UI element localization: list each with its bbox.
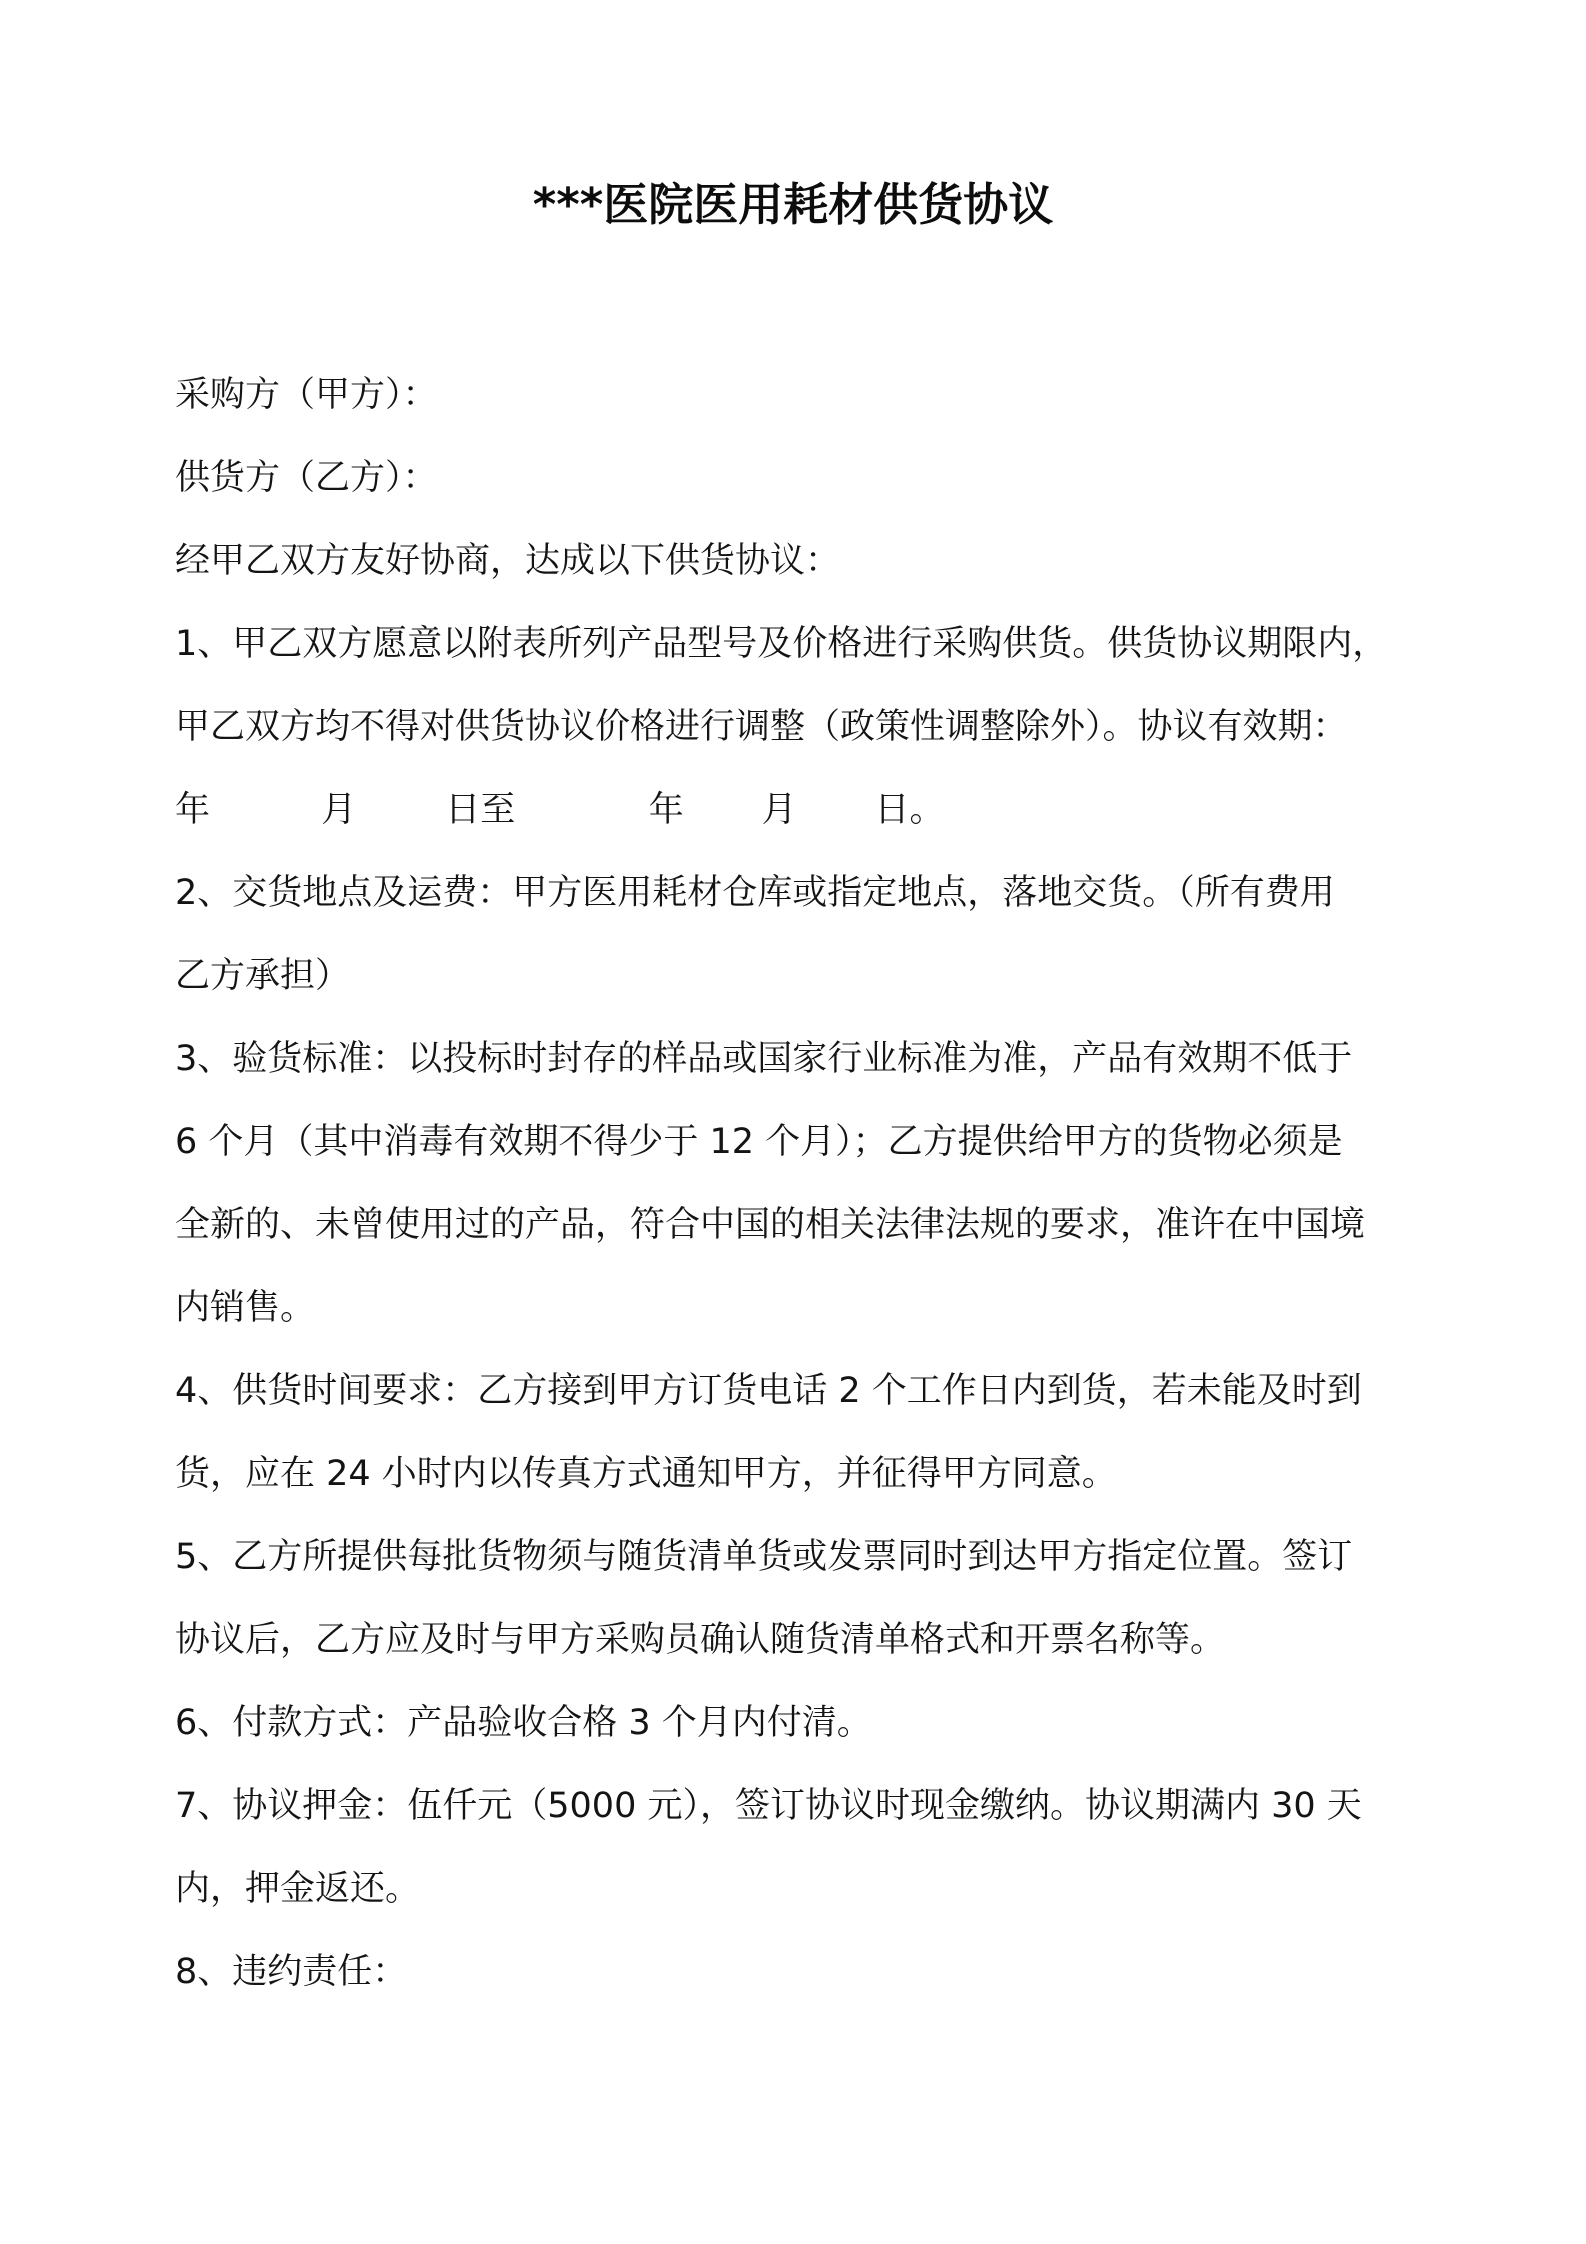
clause-3-line-3: 全新的、未曾使用过的产品，符合中国的相关法律法规的要求，准许在中国境: [175, 1205, 1366, 1245]
intro-line: 经甲乙双方友好协商，达成以下供货协议：: [175, 541, 841, 581]
clause-3-line-4: 内销售。: [175, 1288, 316, 1328]
clause-6-line: 6、付款方式：产品验收合格 3 个月内付清。: [175, 1703, 872, 1743]
clause-7-line-1: 7、协议押金：伍仟元（5000 元），签订协议时现金缴纳。协议期满内 30 天: [175, 1786, 1362, 1826]
clause-7-line-2: 内，押金返还。: [175, 1869, 421, 1909]
document-title: ***医院医用耗材供货协议: [532, 178, 1054, 231]
validity-date-line: 年 月 日至 年 月 日。: [175, 790, 945, 830]
supplier-line: 供货方（乙方）：: [175, 458, 438, 498]
clause-3-line-2: 6 个月（其中消毒有效期不得少于 12 个月）；乙方提供给甲方的货物必须是: [175, 1122, 1343, 1162]
clause-5-line-1: 5、乙方所提供每批货物须与随货清单货或发票同时到达甲方指定位置。签订: [175, 1537, 1353, 1577]
clause-4-line-2: 货，应在 24 小时内以传真方式通知甲方，并征得甲方同意。: [175, 1454, 1117, 1494]
clause-5-line-2: 协议后，乙方应及时与甲方采购员确认随货清单格式和开票名称等。: [175, 1620, 1226, 1660]
clause-1-line-2: 甲乙双方均不得对供货协议价格进行调整（政策性调整除外）。协议有效期：: [175, 707, 1348, 747]
clause-2-line-1: 2、交货地点及运费：甲方医用耗材仓库或指定地点，落地交货。（所有费用: [175, 873, 1335, 913]
clause-8-line: 8、违约责任：: [175, 1952, 408, 1992]
buyer-line: 采购方（甲方）：: [175, 375, 438, 415]
clause-3-line-1: 3、验货标准：以投标时封存的样品或国家行业标准为准，产品有效期不低于: [175, 1039, 1353, 1079]
clause-1-line-1: 1、甲乙双方愿意以附表所列产品型号及价格进行采购供货。供货协议期限内，: [175, 624, 1388, 664]
clause-4-line-1: 4、供货时间要求：乙方接到甲方订货电话 2 个工作日内到货，若未能及时到: [175, 1371, 1362, 1411]
clause-2-line-2: 乙方承担）: [175, 956, 351, 996]
